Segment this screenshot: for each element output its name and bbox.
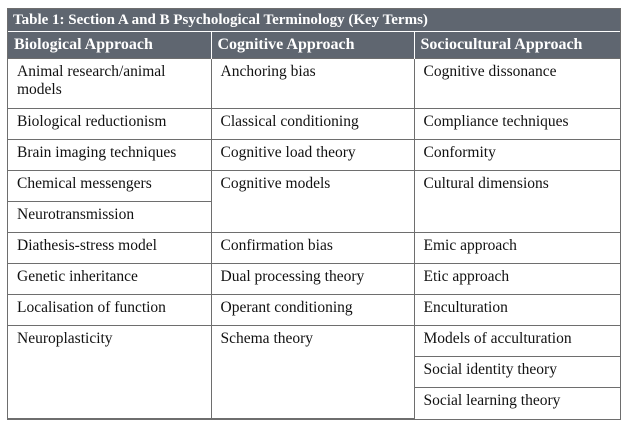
cell-sociocultural: Social learning theory <box>414 388 620 419</box>
table-row <box>8 295 620 326</box>
cell-sociocultural: Social identity theory <box>414 357 620 388</box>
cell-cognitive: Anchoring bias <box>211 59 414 109</box>
cell-sociocultural: Enculturation <box>414 295 620 326</box>
table-row <box>8 233 620 264</box>
cell-biological: Neuroplasticity <box>8 326 211 419</box>
cell-biological: Brain imaging techniques <box>8 140 211 171</box>
cell-biological: Neurotransmission <box>8 202 211 233</box>
table-row <box>8 171 620 202</box>
cell-cognitive: Operant conditioning <box>211 295 414 326</box>
cell-cognitive: Dual processing theory <box>211 264 414 295</box>
terminology-table-container <box>7 8 621 420</box>
table-row <box>8 59 620 109</box>
cell-sociocultural: Etic approach <box>414 264 620 295</box>
table-caption: Table 1: Section A and B Psychological Terminology (Key Terms) <box>8 9 620 32</box>
header-cognitive: Cognitive Approach <box>211 32 414 59</box>
cell-biological: Chemical messengers <box>8 171 211 202</box>
cell-biological: Biological reductionism <box>8 109 211 140</box>
key-terms-table <box>8 32 620 419</box>
cell-biological: Genetic inheritance <box>8 264 211 295</box>
cell-sociocultural: Conformity <box>414 140 620 171</box>
cell-sociocultural: Emic approach <box>414 233 620 264</box>
cell-cognitive: Cognitive models <box>211 171 414 233</box>
header-row <box>8 32 620 59</box>
cell-biological: Localisation of function <box>8 295 211 326</box>
cell-sociocultural: Cognitive dissonance <box>414 59 620 109</box>
table-row <box>8 326 620 357</box>
cell-sociocultural: Compliance techniques <box>414 109 620 140</box>
cell-biological: Diathesis-stress model <box>8 233 211 264</box>
cell-cognitive: Cognitive load theory <box>211 140 414 171</box>
cell-sociocultural: Cultural dimensions <box>414 171 620 233</box>
header-biological: Biological Approach <box>8 32 211 59</box>
cell-cognitive: Schema theory <box>211 326 414 419</box>
table-row <box>8 140 620 171</box>
table-row <box>8 109 620 140</box>
cell-cognitive: Classical conditioning <box>211 109 414 140</box>
cell-sociocultural: Models of acculturation <box>414 326 620 357</box>
table-row <box>8 264 620 295</box>
cell-biological: Animal research/animal models <box>8 59 211 109</box>
header-sociocultural: Sociocultural Approach <box>414 32 620 59</box>
cell-cognitive: Confirmation bias <box>211 233 414 264</box>
